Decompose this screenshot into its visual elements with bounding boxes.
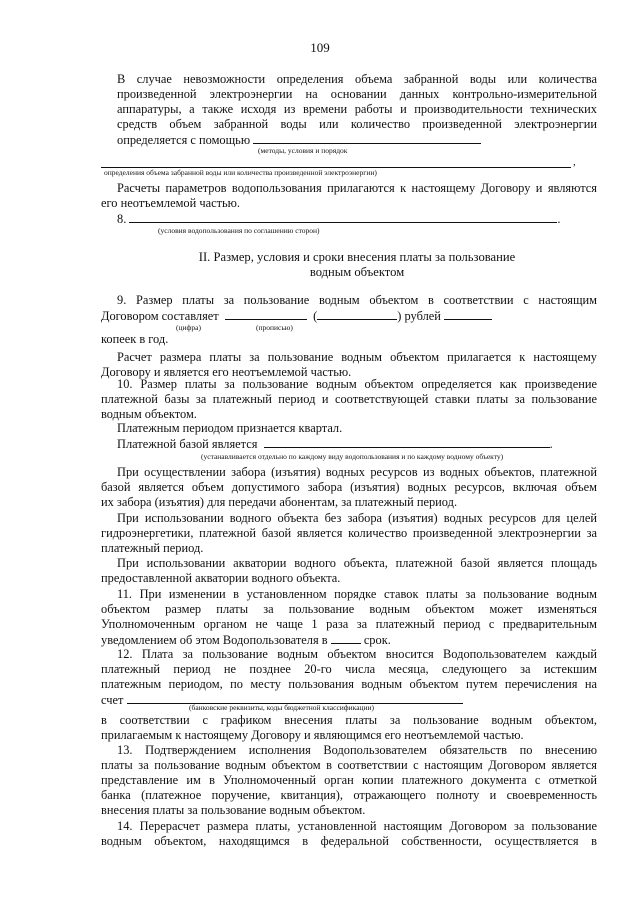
caption-digits: (цифра) — [176, 323, 201, 332]
text-line: прилагаемым к настоящему Договору и являющимся его неотъемлемой частью. — [101, 728, 524, 743]
text-line: базой является объем допустимого забора (изъятия) водных ресурсов, включая объем — [101, 480, 597, 495]
text-line — [117, 132, 597, 148]
caption-determination: определения объема забранной воды или количества произведенной электроэнергии) — [104, 168, 377, 177]
dot: . — [557, 212, 561, 226]
text-line: платежный период не позднее 20-го числа месяца, следующего за истекшим — [101, 662, 597, 677]
text-line: гидроэнергетики, платежной базой является количество произведенной электроэнергии за — [101, 526, 597, 541]
paragraph-calculations — [101, 181, 597, 211]
item-9 — [117, 293, 597, 308]
text-line — [101, 308, 597, 324]
caption-words: (прописью) — [256, 323, 293, 332]
text-line — [101, 632, 597, 648]
section-title-line: II. Размер, условия и сроки внесения платы за пользование — [198, 250, 516, 264]
item-13 — [101, 743, 597, 818]
caption-methods: (методы, условия и порядок — [258, 146, 348, 155]
text-line: В случае невозможности определения объема забранной воды или количества — [117, 72, 597, 86]
text-line: 14. Перерасчет размера платы, установленной настоящим Договором за пользование — [117, 819, 597, 833]
text-line: водным объектом, находящимся в федеральной собственности, осуществляется в — [101, 834, 597, 849]
text-line: 10. Размер платы за пользование водным объектом определяется как произведение — [117, 377, 597, 391]
item-14 — [101, 819, 597, 849]
caption-bank: (банковские реквизиты, коды бюджетной классификации) — [189, 703, 375, 712]
paragraph-measurement-method — [117, 72, 597, 148]
text-line: водным объектом. — [101, 407, 197, 422]
paragraph-withdrawal — [101, 465, 597, 510]
section-title — [117, 250, 597, 280]
text-line — [117, 436, 597, 452]
text-line: Расчеты параметров водопользования прилагаются к настоящему Договору и являются — [117, 181, 597, 195]
text-line: банка (платежное поручение, квитанция), отражающего полноту и своевременность — [101, 788, 597, 803]
text-line-start: определяется с помощью — [117, 133, 251, 148]
text-line: объектом размер платы за пользование водным объектом может изменяться — [101, 602, 597, 617]
text-line: представление им в Уполномоченный орган копии платежного документа с отметкой — [101, 773, 597, 788]
text-line: произведенной электроэнергии на основании данных контрольно-измерительной — [117, 87, 597, 102]
item-9-end — [101, 332, 597, 347]
item-11 — [101, 587, 597, 648]
text-line: их забора (изъятия) для передачи абонентам, за платежный период. — [101, 495, 458, 510]
item-8-number: 8. — [117, 212, 127, 226]
item-12 — [101, 647, 597, 708]
text-line: При осуществлении забора (изъятия) водных ресурсов из водных объектов, платежной — [117, 465, 597, 479]
caption-conditions: (условия водопользования по соглашению сторон) — [158, 226, 320, 235]
account-label: счет — [101, 693, 124, 708]
comma: , — [573, 156, 576, 168]
item-12-continued — [101, 713, 597, 743]
text-line: средств объем забранной воды или количество произведенной электроэнергии — [117, 117, 597, 132]
paragraph-hydro — [101, 511, 597, 556]
text-line: внесения платы за пользование водным объектом. — [101, 803, 366, 818]
text-line: При использовании акватории водного объекта, платежной базой является площадь — [117, 556, 597, 570]
text-line — [117, 211, 597, 227]
dot: . — [549, 437, 553, 451]
payment-base-label: Платежной базой является — [117, 437, 258, 451]
blank-kopecks — [444, 308, 492, 320]
blank-amount-digits — [225, 308, 307, 320]
text-line: копеек в год. — [101, 332, 169, 346]
text-line: Уполномоченным органом не чаще 1 раза за платежный период с предварительным — [101, 617, 597, 632]
text-line: предоставленной акватории водного объекта. — [101, 571, 341, 586]
text-line: в соответствии с графиком внесения платы за пользование водным объектом, — [101, 713, 597, 727]
caption-payment-base: (устанавливается отдельно по каждому виду водопользования и по каждому водному объекту) — [201, 452, 504, 461]
text-line: 13. Подтверждением исполнения Водопользователем обязательств по внесению — [117, 743, 597, 757]
paragraph-payment-calculation — [101, 350, 597, 380]
item-9-amount — [101, 308, 597, 324]
text-line: платежной базы за платежный период и соответствующей ставки платы за пользование — [101, 392, 597, 407]
text-line: Платежным периодом признается квартал. — [117, 421, 343, 435]
item-10 — [101, 377, 597, 422]
text-line: При использовании водного объекта без забора (изъятия) водных ресурсов для целей — [117, 511, 597, 525]
blank-method-field — [253, 132, 481, 144]
text-line: платежным периодом, по месту пользования водным объектом путем перечисления на — [101, 677, 597, 692]
blank-conditions-field — [129, 211, 557, 223]
rubles-label: ) рублей — [397, 309, 441, 323]
text-line: платежный период. — [101, 541, 204, 556]
text-line: аппаратуры, а также исходя из времени работы и производительности технических — [117, 102, 597, 117]
paragraph-aquatory — [101, 556, 597, 586]
text-line: 11. При изменении в установленном порядке ставок платы за пользование водным — [117, 587, 597, 601]
paragraph-payment-base — [117, 436, 597, 452]
blank-payment-base — [264, 436, 550, 448]
text-line: 12. Плата за пользование водным объектом вносится Водопользователем каждый — [117, 647, 597, 661]
text-line: 9. Размер платы за пользование водным объектом в соответствии с настоящим — [117, 293, 597, 307]
term-label: срок. — [363, 633, 391, 648]
notice-text: уведомлением об этом Водопользователя в — [101, 633, 328, 648]
paren-open: ( — [313, 309, 318, 323]
section-title-line: водным объектом — [309, 265, 405, 279]
blank-notice-term — [331, 632, 361, 644]
amount-intro: Договором составляет — [101, 309, 219, 323]
text-line: его неотъемлемой частью. — [101, 196, 240, 211]
page-number: 109 — [310, 40, 330, 55]
item-8 — [117, 211, 597, 227]
paragraph-payment-period — [117, 421, 597, 436]
text-line: Расчет размера платы за пользование водным объектом прилагается к настоящему — [117, 350, 597, 364]
text-line: Договору и является его неотъемлемой частью. — [101, 365, 352, 380]
text-line: платы за пользование водным объектом в соответствии с настоящим Договором является — [101, 758, 597, 773]
blank-amount-words — [317, 308, 397, 320]
